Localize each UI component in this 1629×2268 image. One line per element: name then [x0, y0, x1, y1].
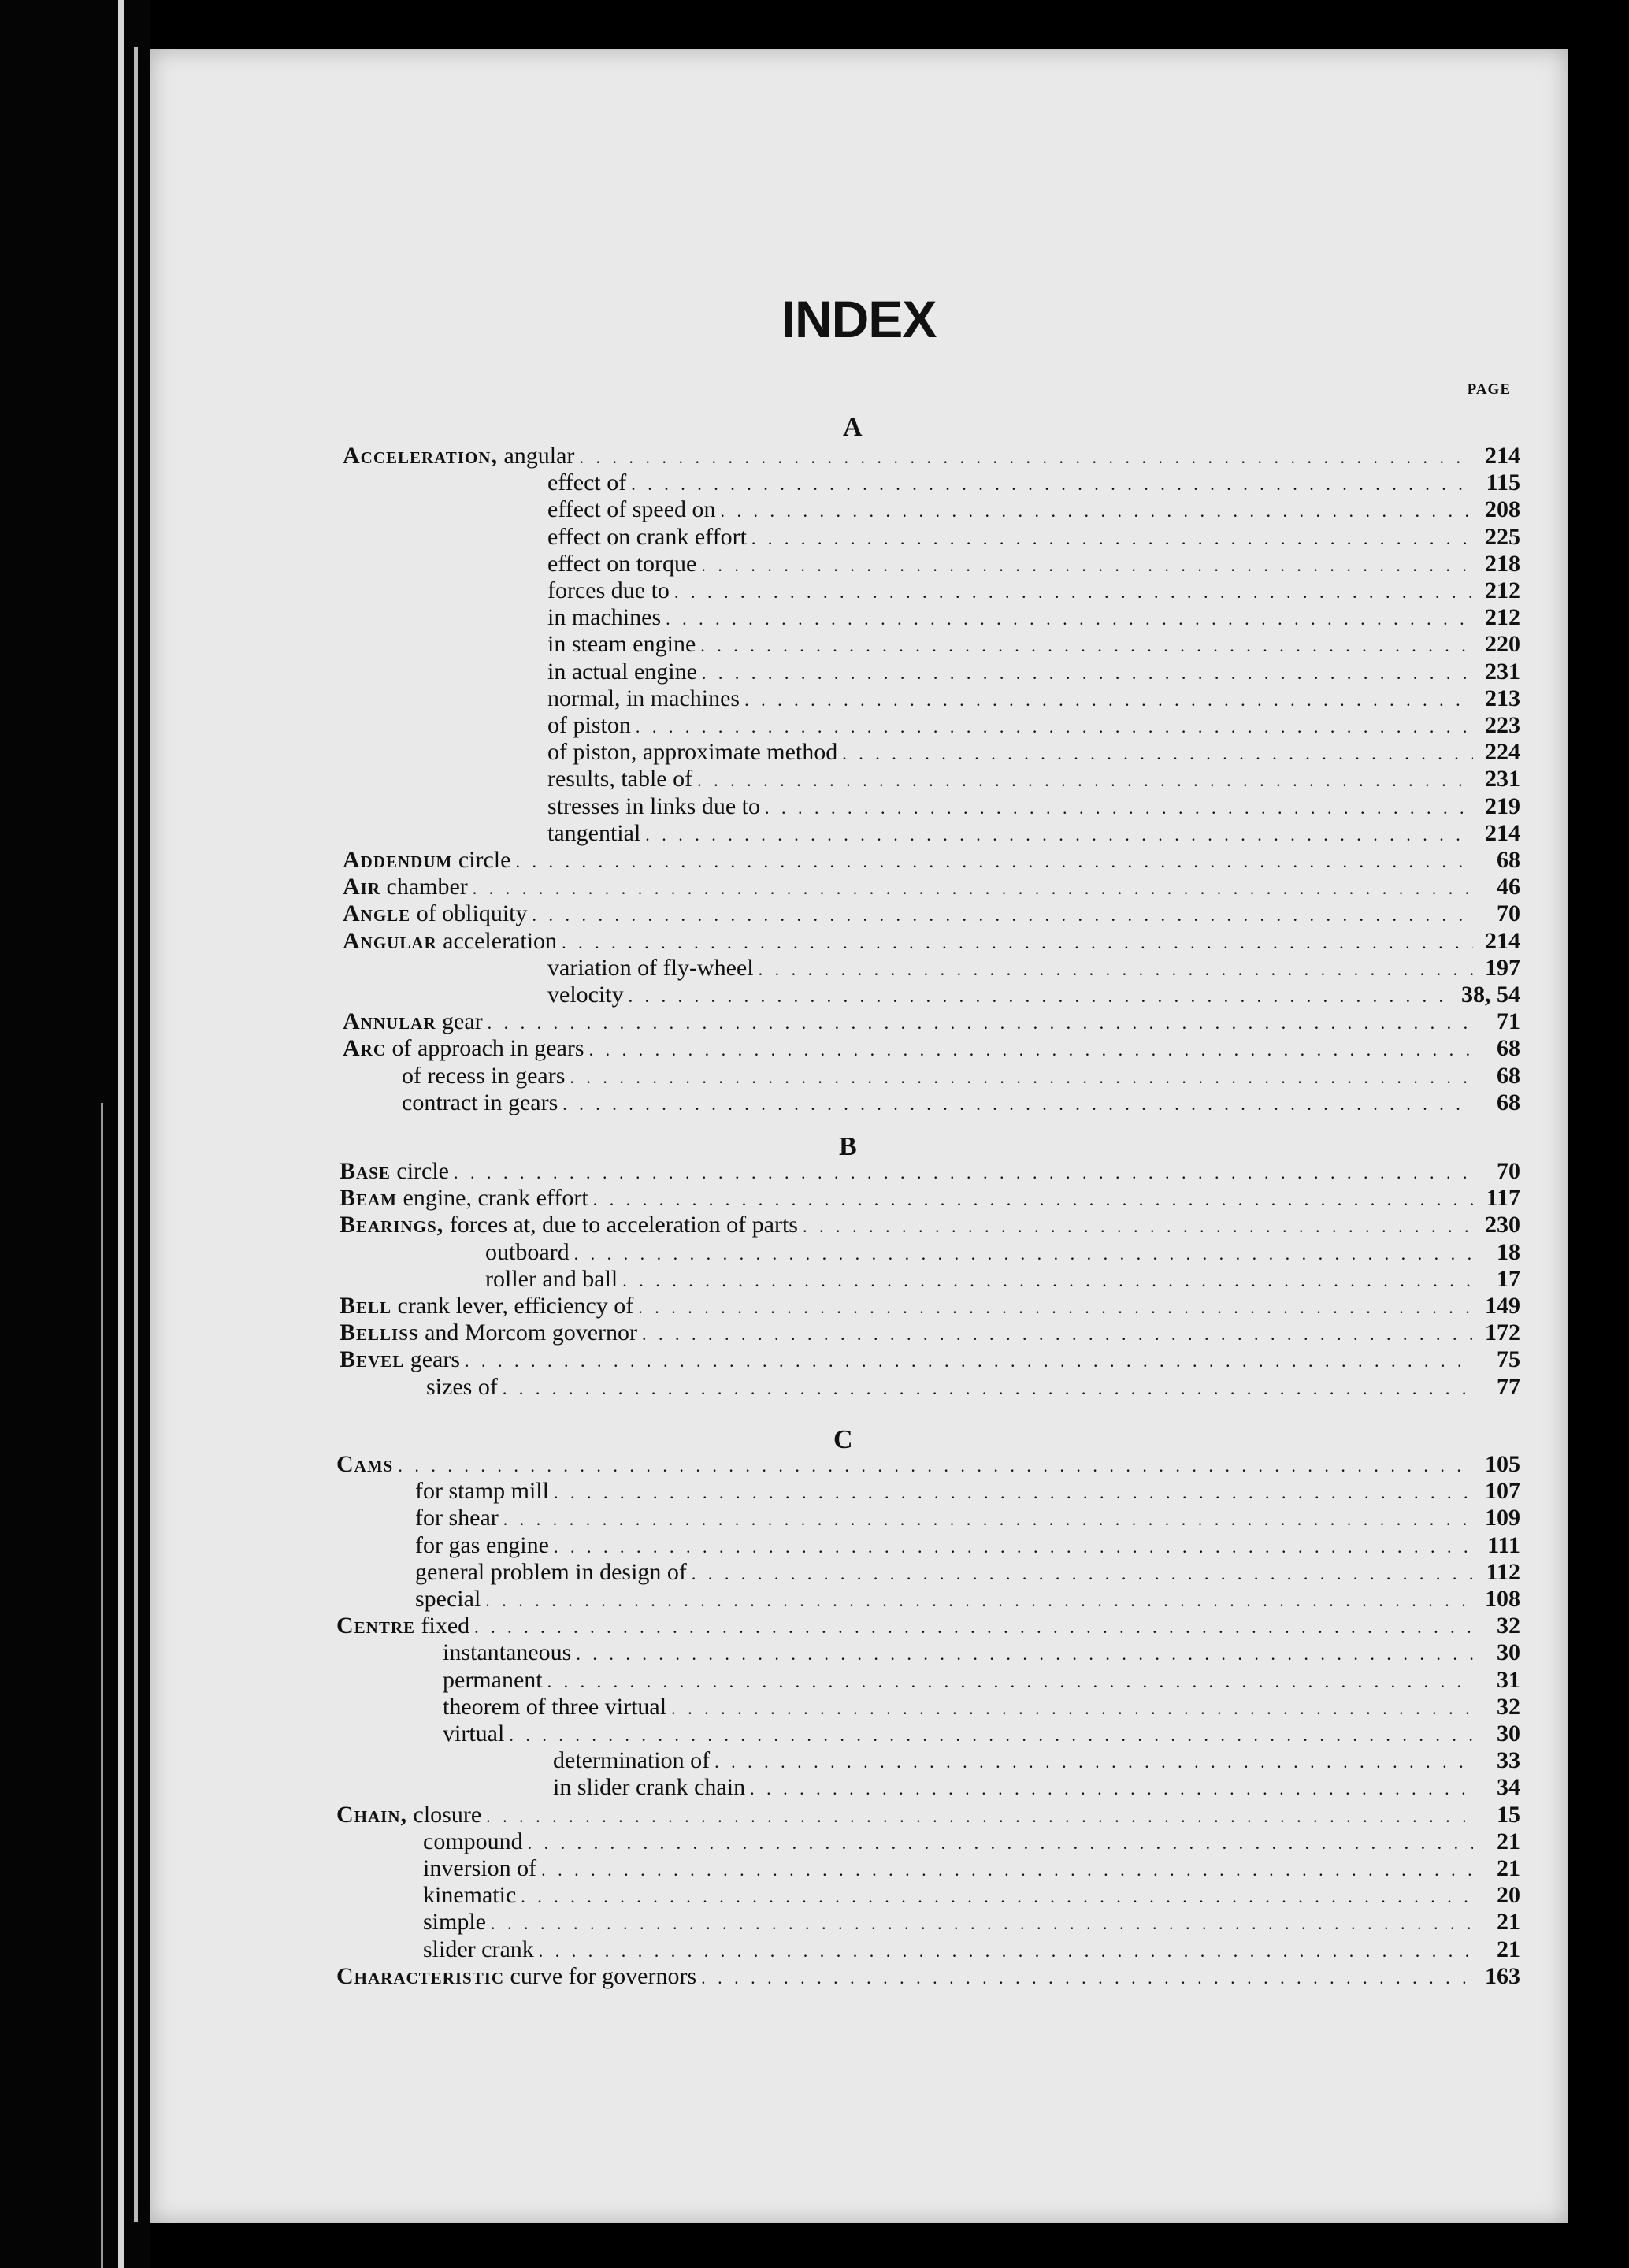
index-entry [423, 1882, 1520, 1909]
dot-leader [642, 1321, 1473, 1348]
dot-leader [750, 1776, 1473, 1802]
entry-heading [443, 1667, 543, 1694]
entry-text: forces at, due to acceleration of parts [449, 1212, 798, 1238]
index-entry [443, 1720, 1520, 1747]
entry-heading [547, 524, 747, 551]
entry-keyword: Chain, [336, 1802, 408, 1828]
entry-text: inversion of [423, 1855, 537, 1881]
dot-leader [631, 471, 1473, 498]
page-number: 68 [1497, 1035, 1520, 1061]
index-entry [423, 1909, 1520, 1936]
entry-heading [443, 1694, 666, 1720]
entry-heading [423, 1828, 523, 1855]
page-number: 197 [1485, 955, 1520, 981]
dot-leader [645, 822, 1473, 848]
entry-heading [340, 1185, 588, 1212]
entry-keyword: Centre [336, 1613, 416, 1639]
dot-leader [751, 525, 1473, 552]
page-number: 219 [1485, 793, 1520, 819]
index-entry [547, 551, 1520, 577]
entry-text: results, table of [547, 766, 693, 792]
index-entry [340, 1158, 1520, 1185]
entry-keyword: Base [340, 1158, 391, 1184]
page-number: 108 [1485, 1586, 1520, 1612]
entry-heading [485, 1266, 618, 1293]
entry-text: acceleration [443, 928, 558, 954]
index-entry [547, 820, 1520, 847]
entry-heading [547, 631, 696, 658]
page-title: INDEX [781, 290, 937, 348]
entry-heading [547, 712, 631, 739]
page-number: 21 [1497, 1828, 1520, 1854]
dot-leader [692, 1561, 1473, 1587]
entry-heading [423, 1909, 486, 1936]
entry-heading [443, 1639, 571, 1666]
index-entry [443, 1694, 1520, 1720]
index-entry [340, 1320, 1520, 1346]
entry-keyword: Annular [343, 1008, 436, 1034]
dot-leader [803, 1213, 1473, 1240]
page-number: 18 [1497, 1239, 1520, 1265]
entry-text: effect on crank effort [547, 524, 747, 550]
entry-text: virtual [443, 1720, 505, 1746]
entry-text: for gas engine [415, 1532, 549, 1558]
index-entry [336, 1451, 1520, 1478]
dot-leader [674, 579, 1473, 606]
entry-heading [547, 496, 716, 523]
page-number: 220 [1485, 631, 1520, 657]
page-number: 17 [1497, 1266, 1520, 1292]
index-entry [485, 1266, 1520, 1293]
binding-edge-line-3 [101, 1103, 103, 2268]
page-column-label: PAGE [1467, 381, 1511, 398]
dot-leader [697, 767, 1473, 794]
dot-leader [465, 1348, 1473, 1375]
entry-text: determination of [553, 1747, 711, 1773]
page-number: 208 [1485, 496, 1520, 522]
entry-text: crank lever, efficiency of [397, 1293, 634, 1319]
section-letter: A [843, 413, 863, 442]
dot-leader [636, 714, 1473, 741]
index-entry [402, 1089, 1520, 1116]
entry-text: instantaneous [443, 1639, 572, 1665]
page-number: 38, 54 [1461, 982, 1520, 1008]
index-entry [343, 847, 1520, 874]
entry-text: closure [413, 1802, 482, 1828]
dot-leader [576, 1641, 1473, 1668]
page-number: 30 [1497, 1720, 1520, 1746]
entry-heading [415, 1478, 549, 1505]
entry-text: engine, crank effort [403, 1185, 588, 1211]
entry-heading [443, 1720, 504, 1747]
entry-text: sizes of [426, 1374, 498, 1400]
dot-leader [473, 875, 1473, 902]
entry-text: roller and ball [485, 1266, 618, 1292]
entry-text: compound [423, 1828, 523, 1854]
section-letter: B [839, 1132, 857, 1161]
dot-leader [622, 1268, 1473, 1294]
entry-text: theorem of three virtual [443, 1694, 667, 1720]
entry-heading [423, 1855, 536, 1882]
index-entry [336, 1802, 1520, 1828]
dot-leader [491, 1910, 1473, 1937]
index-entry [415, 1505, 1520, 1531]
page-number: 149 [1485, 1293, 1520, 1319]
entry-heading [343, 874, 468, 900]
entry-keyword: Cams [336, 1451, 394, 1477]
entry-heading [340, 1293, 633, 1320]
entry-heading [547, 793, 760, 820]
index-entry [443, 1639, 1520, 1666]
entry-text: of piston, approximate method [547, 739, 838, 765]
entry-heading [415, 1505, 499, 1531]
page-number: 71 [1497, 1008, 1520, 1034]
dot-leader [547, 1669, 1473, 1695]
page-number: 231 [1485, 766, 1520, 792]
dot-leader [579, 444, 1473, 471]
dot-leader [842, 741, 1473, 767]
entry-text: normal, in machines [547, 685, 740, 711]
dot-leader [570, 1064, 1473, 1091]
dot-leader [702, 660, 1473, 687]
dot-leader [488, 1010, 1473, 1037]
index-entry [415, 1559, 1520, 1586]
entry-heading [547, 685, 740, 712]
entry-text: contract in gears [402, 1089, 558, 1115]
index-entry [547, 631, 1520, 658]
index-entry [547, 739, 1520, 766]
entry-text: permanent [443, 1667, 543, 1693]
dot-leader [398, 1453, 1473, 1479]
entry-keyword: Acceleration, [343, 443, 498, 469]
index-entry [340, 1346, 1520, 1373]
page-number: 32 [1497, 1613, 1520, 1639]
dot-leader [541, 1857, 1473, 1884]
section-letter: C [833, 1425, 853, 1454]
page-number: 214 [1485, 443, 1520, 469]
index-entry [547, 955, 1520, 982]
entry-text: circle [396, 1158, 449, 1184]
entry-keyword: Belliss [340, 1320, 419, 1346]
entry-keyword: Arc [343, 1035, 386, 1061]
entry-text: in actual engine [547, 659, 697, 685]
page-number: 20 [1497, 1882, 1520, 1908]
dot-leader [759, 956, 1473, 983]
index-entry [343, 1008, 1520, 1035]
entry-heading [340, 1346, 460, 1373]
page-number: 230 [1485, 1212, 1520, 1238]
dot-leader [474, 1614, 1473, 1641]
entry-text: variation of fly-wheel [547, 955, 754, 981]
entry-heading [336, 1963, 696, 1990]
index-entry [336, 1613, 1520, 1639]
index-entry [443, 1667, 1520, 1694]
entry-keyword: Beam [340, 1185, 398, 1211]
page-number: 46 [1497, 874, 1520, 900]
entry-heading [340, 1212, 798, 1238]
entry-keyword: Bevel [340, 1346, 405, 1372]
dot-leader [666, 606, 1473, 633]
entry-heading [547, 551, 696, 577]
dot-leader [574, 1241, 1473, 1268]
entry-heading [340, 1320, 637, 1346]
entry-text: of piston [547, 712, 631, 738]
page-number: 77 [1497, 1374, 1520, 1400]
index-entry [340, 1185, 1520, 1212]
index-entry [547, 982, 1520, 1008]
index-entry [336, 1963, 1520, 1990]
page-number: 172 [1485, 1320, 1520, 1346]
entry-text: outboard [485, 1239, 570, 1265]
entry-heading [547, 739, 837, 766]
entry-text: for shear [415, 1505, 499, 1531]
index-entry [423, 1855, 1520, 1882]
entry-text: general problem in design of [415, 1559, 687, 1585]
dot-leader [701, 1965, 1473, 1991]
index-entry [415, 1478, 1520, 1505]
entry-heading [553, 1747, 710, 1774]
dot-leader [532, 902, 1473, 929]
entry-text: curve for governors [510, 1963, 697, 1989]
entry-text: and Morcom governor [425, 1320, 637, 1346]
entry-heading [547, 982, 624, 1008]
index-entry [485, 1239, 1520, 1266]
entry-heading [423, 1882, 516, 1909]
scan-left-margin [0, 0, 150, 2268]
entry-heading [423, 1936, 534, 1963]
entry-heading [343, 928, 557, 955]
entry-text: effect of speed on [547, 496, 716, 522]
index-entry [340, 1212, 1520, 1238]
entry-heading [343, 847, 510, 874]
entry-keyword: Angle [343, 900, 411, 926]
entry-heading [426, 1374, 498, 1401]
page-number: 214 [1485, 820, 1520, 846]
binding-edge-line-2 [134, 47, 138, 2222]
dot-leader [485, 1587, 1473, 1614]
page-number: 225 [1485, 524, 1520, 550]
entry-heading [415, 1586, 481, 1613]
index-entry [402, 1063, 1520, 1089]
entry-heading [547, 470, 626, 496]
page-number: 68 [1497, 847, 1520, 873]
index-entry [547, 524, 1520, 551]
entry-text: of recess in gears [402, 1063, 566, 1089]
dot-leader [593, 1186, 1473, 1213]
index-entry [423, 1828, 1520, 1855]
index-entry [343, 874, 1520, 900]
dot-leader [503, 1375, 1473, 1402]
page-number: 212 [1485, 604, 1520, 630]
entry-text: circle [458, 847, 511, 873]
entry-text: special [415, 1586, 481, 1612]
dot-leader [671, 1695, 1473, 1722]
page-number: 21 [1497, 1855, 1520, 1881]
index-entry [547, 712, 1520, 739]
entry-text: simple [423, 1909, 486, 1935]
page-number: 21 [1497, 1909, 1520, 1935]
page-number: 68 [1497, 1089, 1520, 1115]
entry-heading [336, 1802, 481, 1828]
page-number: 112 [1486, 1559, 1520, 1585]
dot-leader [700, 633, 1473, 659]
dot-leader [509, 1722, 1473, 1749]
dot-leader [721, 498, 1473, 525]
entry-text: chamber [386, 874, 468, 900]
dot-leader [503, 1506, 1473, 1533]
page-number: 34 [1497, 1774, 1520, 1800]
entry-heading [343, 1008, 483, 1035]
page-number: 107 [1485, 1478, 1520, 1504]
index-entry [415, 1532, 1520, 1559]
entry-heading [336, 1613, 469, 1639]
page-number: 21 [1497, 1936, 1520, 1962]
dot-leader [562, 930, 1473, 956]
page-number: 163 [1485, 1963, 1520, 1989]
index-entry [553, 1747, 1520, 1774]
entry-heading [547, 659, 697, 685]
page-number: 32 [1497, 1694, 1520, 1720]
dot-leader [486, 1803, 1473, 1830]
entry-text: of approach in gears [391, 1035, 584, 1061]
dot-leader [714, 1749, 1473, 1776]
page-number: 224 [1485, 739, 1520, 765]
entry-heading [547, 955, 754, 982]
index-entry [343, 928, 1520, 955]
dot-leader [701, 552, 1473, 579]
dot-leader [765, 795, 1473, 822]
dot-leader [454, 1160, 1473, 1186]
page-number: 105 [1485, 1451, 1520, 1477]
dot-leader [515, 848, 1473, 875]
page-number: 70 [1497, 1158, 1520, 1184]
entry-heading [336, 1451, 393, 1478]
entry-text: stresses in links due to [547, 793, 760, 819]
index-entry [426, 1374, 1520, 1401]
page-number: 223 [1485, 712, 1520, 738]
index-entry [547, 496, 1520, 523]
page-number: 31 [1497, 1667, 1520, 1693]
index-entry [415, 1586, 1520, 1613]
entry-text: effect of [547, 470, 627, 496]
index-entry [547, 577, 1520, 604]
entry-text: in machines [547, 604, 662, 630]
entry-heading [415, 1559, 687, 1586]
entry-keyword: Angular [343, 928, 437, 954]
dot-leader [629, 983, 1456, 1010]
page-number: 109 [1485, 1505, 1520, 1531]
page-number: 212 [1485, 577, 1520, 603]
entry-text: slider crank [423, 1936, 534, 1962]
entry-text: in steam engine [547, 631, 696, 657]
page-number: 30 [1497, 1639, 1520, 1665]
dot-leader [554, 1479, 1473, 1506]
entry-heading [485, 1239, 570, 1266]
entry-keyword: Bearings, [340, 1212, 444, 1238]
book-page [150, 49, 1568, 2223]
index-entry [343, 900, 1520, 927]
index-entry [343, 1035, 1520, 1062]
dot-leader [554, 1534, 1473, 1561]
scan-right-margin [1568, 0, 1629, 2268]
entry-heading [547, 820, 640, 847]
entry-keyword: Air [343, 874, 381, 900]
entry-text: forces due to [547, 577, 670, 603]
index-entry [547, 470, 1520, 496]
entry-keyword: Addendum [343, 847, 453, 873]
dot-leader [528, 1830, 1473, 1857]
dot-leader [744, 687, 1473, 714]
entry-heading [553, 1774, 745, 1801]
index-entry [553, 1774, 1520, 1801]
dot-leader [562, 1091, 1473, 1118]
entry-keyword: Characteristic [336, 1963, 505, 1989]
index-entry [547, 659, 1520, 685]
entry-heading [402, 1089, 558, 1116]
page-number: 68 [1497, 1063, 1520, 1089]
entry-text: effect on torque [547, 551, 697, 577]
entry-text: gears [410, 1346, 460, 1372]
entry-heading [547, 577, 670, 604]
entry-heading [340, 1158, 449, 1185]
entry-heading [343, 900, 528, 927]
page-number: 213 [1485, 685, 1520, 711]
entry-heading [343, 1035, 584, 1062]
entry-heading [343, 443, 574, 470]
entry-text: kinematic [423, 1882, 517, 1908]
index-entry [547, 604, 1520, 631]
dot-leader [638, 1294, 1473, 1321]
page-number: 117 [1486, 1185, 1520, 1211]
index-entry [423, 1936, 1520, 1963]
entry-text: in slider crank chain [553, 1774, 746, 1800]
index-entry [547, 766, 1520, 793]
entry-text: fixed [421, 1613, 470, 1639]
entry-heading [547, 604, 661, 631]
page-number: 214 [1485, 928, 1520, 954]
page-number: 33 [1497, 1747, 1520, 1773]
entry-text: velocity [547, 982, 624, 1008]
entry-heading [547, 766, 692, 793]
page-number: 218 [1485, 551, 1520, 577]
page-number: 75 [1497, 1346, 1520, 1372]
binding-edge-line [118, 0, 124, 2268]
page-number: 231 [1485, 659, 1520, 685]
entry-heading [402, 1063, 565, 1089]
entry-text: tangential [547, 820, 641, 846]
entry-text: of obliquity [416, 900, 528, 926]
index-entry [343, 443, 1520, 470]
entry-text: for stamp mill [415, 1478, 549, 1504]
index-entry [547, 685, 1520, 712]
index-entry [547, 793, 1520, 820]
entry-text: angular [503, 443, 575, 469]
entry-heading [415, 1532, 549, 1559]
entry-keyword: Bell [340, 1293, 392, 1319]
page-number: 111 [1487, 1532, 1520, 1558]
dot-leader [521, 1884, 1473, 1910]
index-entry [340, 1293, 1520, 1320]
page-number: 15 [1497, 1802, 1520, 1828]
entry-text: gear [442, 1008, 483, 1034]
dot-leader [539, 1938, 1473, 1965]
dot-leader [589, 1037, 1473, 1063]
page-number: 115 [1486, 470, 1520, 496]
page-number: 70 [1497, 900, 1520, 926]
